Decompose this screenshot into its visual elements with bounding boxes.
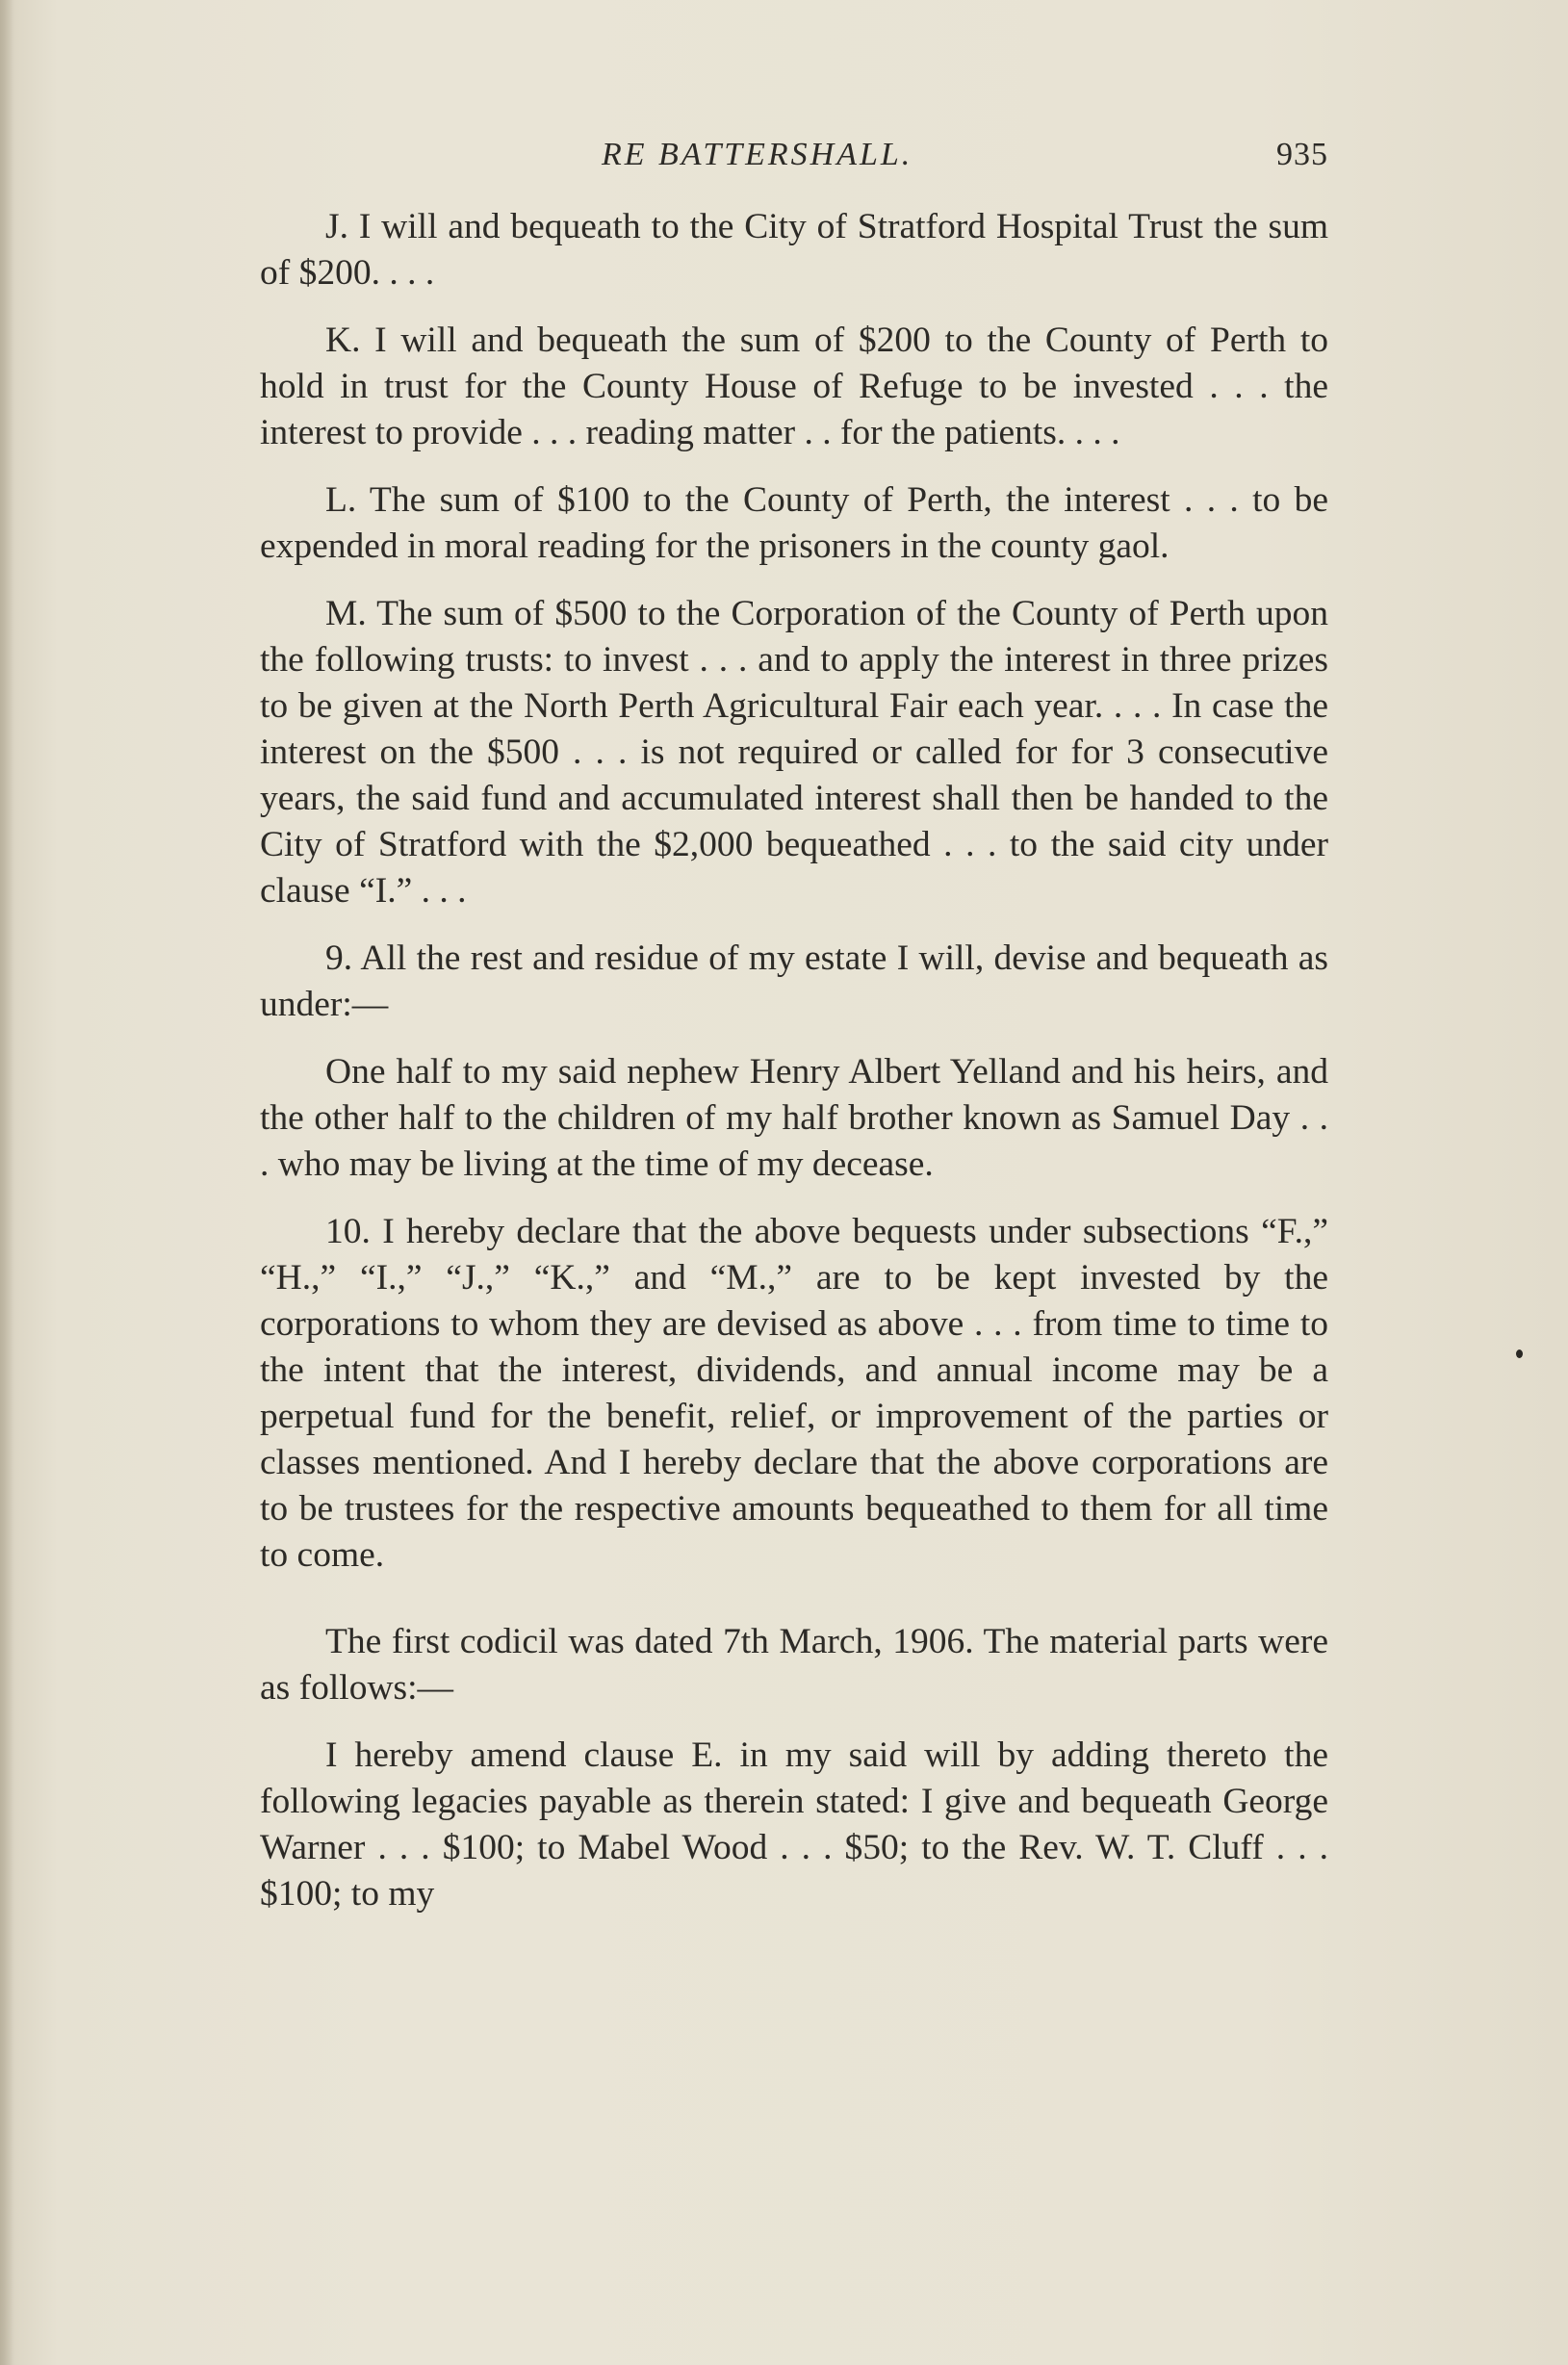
paragraph-clause-l: L. The sum of $100 to the County of Perth, the interest . . . to be expended in moral reading for the prisoners in the county gaol. xyxy=(260,480,1328,566)
gutter-shadow xyxy=(0,0,13,2365)
paragraph-clause-j: J. I will and bequeath to the City of Stratford Hospital Trust the sum of $200. . . . xyxy=(260,207,1328,293)
body-text xyxy=(260,204,1328,1939)
paragraph-section-9: 9. All the rest and residue of my estate I will, devise and bequeath as under:— xyxy=(260,938,1328,1024)
page-number: 935 xyxy=(1276,137,1328,172)
page-header xyxy=(260,133,1328,191)
running-head: RE BATTERSHALL. xyxy=(602,137,913,172)
ink-speck xyxy=(1516,1350,1523,1358)
paragraph-clause-k: K. I will and bequeath the sum of $200 to the County of Perth to hold in trust for the County House of Refuge to be invested . . . the interest to provide . . . reading matter . . for the patients. . . . xyxy=(260,321,1328,452)
paragraph-clause-m: M. The sum of $500 to the Corporation of the County of Perth upon the following trusts: to invest . . . and to apply the interest in three prizes to be given at the North Perth Agricultural Fair each year. . . . In case the interest on the $500 . . . is not required or called for for 3 consecutive years, the said fund and accumulated interest shall then be handed to the City of Stratford with the $2,000 bequeathed . . . to the said city under clause “I.” . . . xyxy=(260,594,1328,911)
paragraph-residue-split: One half to my said nephew Henry Albert Yelland and his heirs, and the other half to the children of my half brother known as Samuel Day . . . who may be living at the time of my decease. xyxy=(260,1052,1328,1184)
paragraph-codicil-amendment: I hereby amend clause E. in my said will by adding thereto the following legacies payable as therein stated: I give and bequeath George Warner . . . $100; to Mabel Wood . . . $50; to the Rev. W. T. Cluff . . . $100; to my xyxy=(260,1735,1328,1914)
paragraph-first-codicil: The first codicil was dated 7th March, 1906. The material parts were as follows:— xyxy=(260,1622,1328,1708)
paragraph-section-10: 10. I hereby declare that the above bequests under subsections “F.,” “H.,” “I.,” “J.,” “K.,” and “M.,” are to be kept invested by the corporations to whom they are devised as above . . . from time to time to the intent that the interest, dividends, and annual income may be a perpetual fund for the benefit, relief, or improvement of the parties or classes mentioned. And I hereby declare that the above corporations are to be trustees for the respective amounts bequeathed to them for all time to come. xyxy=(260,1212,1328,1575)
